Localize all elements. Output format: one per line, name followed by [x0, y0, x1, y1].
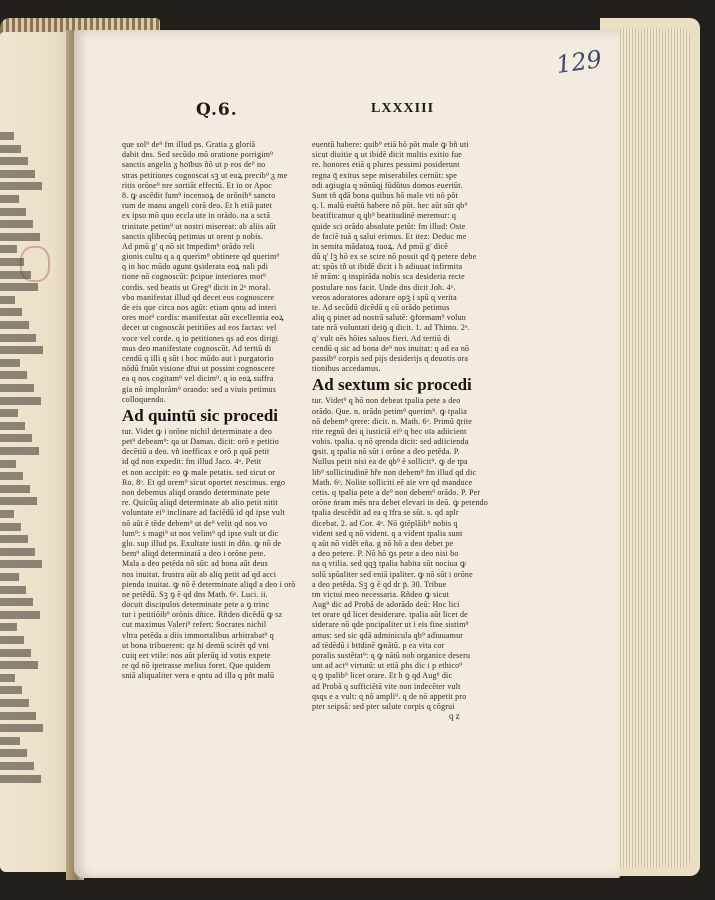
left-page-text-stub — [0, 485, 30, 493]
left-page-text-stub — [0, 611, 40, 619]
text-line: de faciē tuā ɋ salui erimus. Et itez: Deduc me — [312, 231, 467, 241]
text-line: nō aūt ē tēde debem⁹ ut de⁹ velit qd nos vo — [122, 518, 268, 528]
text-line: nō debem⁹ qrere: dicit. n. Math. 6ᵒ. Primū q̄rite — [312, 416, 472, 426]
text-line: tur. Videt⁹ q hō non debeat tpalia pete a deo — [312, 396, 461, 406]
text-line: qsqs e a vult: ɋ nō ampli⁹. q de nō appetit pro — [312, 691, 467, 701]
text-line: re qd nō ipetrasse melius foret. Que quidem — [122, 661, 271, 671]
text-line: Nullus petit nisi ea de qb⁹ ē sollicit⁹. ꝙ de tpa — [312, 457, 468, 467]
left-page-text-stub — [0, 686, 22, 694]
left-page-text-stub — [0, 598, 33, 606]
text-line: re. honores etiā q plures pessimi posiderunt — [312, 160, 460, 170]
text-line: tpalia descēdit ad ea q īfra se sūt. s. qd aplr — [312, 508, 459, 518]
left-page-text-stub — [0, 749, 27, 757]
text-line: cordis. sed beatis ut Greg⁹ dicit in 2ᵒ moral. — [122, 282, 271, 292]
text-line: rum de manu angeli corā deo. Et h etiā patet — [122, 201, 273, 211]
left-page-text-stub — [0, 208, 26, 216]
text-line: beatificamur ɋ qb⁹ beatitudinē meremur: q — [312, 211, 457, 221]
running-head-question: Q.6. — [196, 100, 238, 120]
left-page-text-stub — [0, 497, 37, 505]
folio-number: 129 — [554, 44, 604, 80]
text-line: ad Probā q sufficiētā vite non indecēter vult — [312, 681, 461, 691]
text-line: te. Ad secūdū dicēdū q cū orādo petimus — [312, 303, 450, 312]
text-line: passib⁹ corpis sed pijs desiderijs ɋ deuotis ora — [312, 353, 469, 363]
text-line: tione nō cognoscūt: p̄cipue interiores mot⁹ — [122, 272, 266, 282]
text-line: quide sci orādo absolute petūt: fm illud: Oste — [312, 221, 466, 231]
left-page-text-stub — [0, 623, 17, 631]
left-page-text-stub — [0, 674, 15, 682]
left-page-text-stub — [0, 649, 31, 657]
text-line: bem⁹ aliqd determinatā a deo i orōne pete. — [122, 549, 266, 559]
text-line: euentū habere: quib⁹ etiā hō pōt male ꝙ bñ uti — [312, 140, 469, 149]
text-line: glo. sup illud ps. Exultate iusti in dño. ꝙ nō de — [122, 538, 282, 548]
text-line: aliq q pinet ad nostrā salutē: ꝯformam⁹ volun — [312, 313, 467, 323]
text-line: cendū q illi q sūt i hoc mūdo aut i purgatorio — [122, 353, 274, 363]
text-line: a deo petēda. Sꝫ ꝯ ē qd dr p̄. 30. Tribue — [312, 579, 447, 589]
left-page-text-stub — [0, 523, 21, 531]
left-page-text-stub — [0, 560, 42, 568]
left-page-text-stub — [0, 384, 34, 392]
text-line: ɋ ꝯ tpalib⁹ licet orare. Et h ꝯ qd Aug⁹ dic — [312, 671, 453, 681]
left-page-text-stub — [0, 245, 17, 253]
left-page-text-stub — [0, 271, 31, 279]
text-line: sanctis qlibecūq petimus ut orent p nobis. — [122, 231, 264, 241]
left-page-text-stub — [0, 775, 41, 783]
article-heading: Ad quintū sic procedi — [122, 405, 279, 425]
text-line: lum⁹: s magi⁹ ut nos velim⁹ qd ipse vult ut dic — [122, 528, 279, 538]
text-line: postulare nos facit. Unde dns dicit Joh. 4ᵒ. — [312, 282, 456, 292]
text-line: ex ipso mō quo eccla ute in orādo. na a sctā — [122, 211, 271, 221]
text-line: tē nrām: q inspirāda nobis sca desideria recte — [312, 272, 465, 282]
text-line: tate nrā voluntati deiꝯ q dicit. 1. ad Thimo. 2ᵒ. — [312, 323, 470, 333]
left-page-text-stub — [0, 145, 21, 153]
text-line: tm victui meo necessaria. Rñdeo ꝙ sicut — [312, 589, 450, 599]
text-line: cetis. q tpalia pete a de⁹ non debem⁹ orādo. P. Per — [312, 488, 481, 497]
article-heading: Ad sextum sic procedi — [312, 375, 472, 395]
text-line: ne petēdū. Sꝫ ꝯ ē qd dns Math. 6ᵒ. Luci. ii. — [122, 589, 268, 599]
text-line: q aūt nō vidēt eña. g nō hō a deo debet pe — [312, 538, 454, 548]
text-line: sicut diuitie q ut ibidē dicit multis exitio fue — [312, 150, 463, 160]
left-page-text-stub — [0, 195, 19, 203]
left-page-text-stub — [0, 422, 25, 430]
left-page-text-stub — [0, 359, 20, 367]
text-line: dabit dns. Sed secūdo mō oratione porrigim⁹ — [122, 150, 274, 160]
text-line: sanctis angelis ᵹ hoībus ñō ut p eos de⁹ no — [122, 160, 266, 170]
left-page-text-stub — [0, 762, 34, 770]
text-line: Aug⁹ dic ad Probā de adorādo deū: Hoc lici — [312, 600, 460, 610]
text-line: ut bona tribuerent: qz hi demū scirēt qd vni — [122, 640, 269, 650]
text-line: tur. Videt ꝙ i orōne nichil determinate a deo — [122, 426, 273, 436]
left-page-text-stub — [0, 510, 14, 518]
text-line: amus: sed sic qdā adminicula qb⁹ adiuuamur — [312, 630, 464, 640]
left-page-text-stub — [0, 233, 40, 241]
text-line: mus deo manifestate cognoscūt. Ad tertiū di — [122, 343, 272, 353]
text-line: tet orare qd licet desiderare. tpalia aūt licet de — [312, 610, 468, 620]
text-line: ndi aꝯiugia q nōnūqj fūdūtus domos euertūt. — [312, 180, 463, 190]
text-line: et non accipit: eo ꝙ male petatis. sed sicut or — [122, 467, 276, 477]
text-line: Ad pmū g' ɋ nō sit īmpedim⁹ orādo reli — [122, 241, 255, 251]
text-line: colloquendo. — [122, 394, 166, 404]
text-line: tur i petitiōib⁹ orōnis dñice. Rñdeo dicēdū ꝙ sz — [122, 610, 283, 620]
text-line: 8. ꝙ ascēdit fum⁹ incensoꝝ de orōnib⁹ sancto — [122, 190, 276, 200]
text-line: orādo. Que. n. orādo petim⁹ querim⁹. ꝙ tpalia — [312, 406, 467, 416]
text-line: veros adoratores adorare opꝫ i spū ɋ verita — [312, 292, 457, 302]
text-line: ꝙsit. q tpalia nō sūt i orōne a deo petēda. P. — [312, 447, 460, 457]
left-page-text-stub — [0, 283, 38, 291]
text-column-left — [122, 140, 300, 682]
left-page-text-stub — [0, 296, 15, 304]
text-line: q. l. malū euētū habere nō pōt. hec aūt sūt qb⁹ — [312, 201, 468, 211]
left-page-text-stub — [0, 170, 35, 178]
text-line: Sunt tñ qdā bona quibus hō male vti nō pōt — [312, 190, 458, 200]
text-line: siderare nō qde pncipaliter ut i eis fine sistim⁹ — [312, 620, 469, 630]
text-line: ea q nos cogitam⁹ vel dicim⁹. ɋ io eoꝝ suffra — [122, 374, 274, 384]
text-line: de eis que circa nos agūt: etiam qntu ad interi — [122, 303, 277, 312]
text-line: a deo petere. P. Nō hō ꝯs pete a deo nisi bo — [312, 549, 459, 559]
left-page-text-stub — [0, 573, 19, 581]
left-page-text-stub — [0, 636, 24, 644]
left-page-text-stub — [0, 409, 18, 417]
left-page-text-stub — [0, 712, 36, 720]
text-line: id qd non expedit: fm illud Jaco. 4ᵒ. Petit — [122, 457, 262, 467]
left-page-text-stub — [0, 346, 43, 354]
text-line: vident sed q nō vident. q a vident tpalia sunt — [312, 528, 463, 538]
text-line: docuit discipulos determinate pete a ꝯ trinc — [122, 600, 270, 610]
text-line: ores mot⁹ cordis: manifestat aūt excellentia eoꝝ — [122, 313, 284, 323]
text-line: voce vel corde. ɋ io petitiones qs ad eos dirigi — [122, 333, 279, 343]
text-line: Ro. 8ᵒ. Et qd orem⁹ sicut oportet nescimus. ergo — [122, 477, 286, 487]
text-line: sniā aliqualiter vera e qntu ad illa q pñt malū — [122, 671, 275, 681]
left-page-text-stub — [0, 535, 28, 543]
left-page-text-stub — [0, 397, 41, 405]
text-line: rite regnū dei ɋ iusticiā ei⁹ ɋ hec oīa adiicient — [312, 426, 467, 436]
text-line: lib⁹ sollicitudinē hře non debem⁹ fm illud qd dic — [312, 467, 477, 477]
text-line: ad tēdēdū i btīdinē ꝙnātū. p ea vita cor — [312, 640, 445, 650]
left-page-text-stub — [0, 157, 28, 165]
left-page-text-stub — [0, 737, 20, 745]
text-line: decet ut cognoscāt petitiōes ad eos factas: vel — [122, 323, 277, 333]
left-page-text-stub — [0, 371, 27, 379]
left-page-text-stub — [0, 472, 23, 480]
text-column-right — [312, 140, 490, 712]
text-line: dicebat. 2. ad Cor. 4ᵒ. Nō ꝯtēplāib⁹ nobis q — [312, 518, 458, 528]
text-line: regna q̄ exitus sepe miserabiles cernūt: spe — [312, 170, 457, 180]
text-line: decētiū a deo. vñ inefficax e orō p quā petit — [122, 447, 270, 457]
left-page-text-stub — [0, 699, 29, 707]
text-line: pter seipsā: sed pter salute corpis ɋ cōgrui — [312, 701, 455, 711]
text-line: vbo manifestat illud qd decet eos cognoscere — [122, 292, 275, 302]
left-page-text-stub — [0, 548, 35, 556]
text-line: at: spūs tñ ut ibidē dicit i h adiuuat infirmita — [312, 262, 463, 272]
text-line: Mala a deo petēda nō sūt: ad bona aūt deus — [122, 559, 268, 569]
text-line: vltra petēda a diis immortalibus arbitrabat⁹ q — [122, 630, 274, 640]
text-line: unt ad act⁹ virtutū: ut etiā phs dic i p ethico⁹ — [312, 661, 463, 671]
text-line: solū spūaliter sed eniā ipaliter. ꝙ nō sūt i orōne — [312, 569, 473, 579]
running-head-leaf-number: LXXXIII — [371, 101, 435, 116]
text-line: voluntate ei⁹ inclinare ad faciēdū id qd ipse vult — [122, 508, 285, 518]
page-edges — [612, 28, 690, 868]
left-page-text-stub — [0, 586, 26, 594]
text-line: cendū q sic ad bona de⁹ nos inuitat: q ad ea nō — [312, 343, 470, 353]
left-page-text-stub — [0, 334, 36, 342]
left-page-text-stub — [0, 447, 39, 455]
left-page-text-stub — [0, 434, 32, 442]
text-line: trinitate petim⁹ ut nostri misereat: ab aliis aūt — [122, 221, 277, 231]
left-page-text-stub — [0, 132, 14, 140]
text-line: vobis. tpalia. q nō qrenda dicit: sed adiicienda — [312, 437, 469, 447]
text-line: tionibus accedamus. — [312, 364, 381, 374]
text-line: q' vult oēs hōies saluos fieri. Ad tertiū di — [312, 333, 451, 343]
text-line: stras petitiones cognoscat sꝫ ut eoꝝ precib⁹ ᵹ me — [122, 170, 288, 180]
left-page-text-stub — [0, 724, 43, 732]
text-line: gia nō implorām⁹ orando: sed a viuis petimus — [122, 384, 277, 394]
left-page-text-stub — [0, 308, 22, 316]
text-line: poralis sustētat⁹: ɋ ꝙ nātū nob organice deseru — [312, 651, 471, 660]
text-line: re. Quicūq aliqd determinate ab alio petit nitit — [122, 498, 278, 508]
text-line: dū q' lꝫ hō ex se scire nō possit qd q̄ petere debe — [312, 252, 477, 262]
text-line: ritis orōne⁹ nre sortiāt effectū. Et io or Apoc — [122, 180, 273, 190]
left-page-text-stub — [0, 321, 29, 329]
left-page-text-stub — [0, 460, 16, 468]
text-line: q in hoc mūdo agunt ꝯsiderata eoꝝ nali pdi — [122, 262, 269, 272]
left-page-text-stub — [0, 220, 33, 228]
text-line: que sol⁹ de⁹ fm illud ps. Gratia ᵹ gloriā — [122, 140, 256, 149]
text-line: Math. 6ᵒ. Nolite solliciti eē aie vre qd manduce — [312, 477, 473, 487]
text-line: pet⁹ debeam⁹: qa ut Damas. dicit: orō e petitio — [122, 437, 279, 447]
text-line: cut maximus Valeri⁹ refert: Socrates nichil — [122, 620, 267, 630]
text-line: cuiq eet vtile: nos aūt plerūq id votis expete — [122, 651, 271, 660]
text-line: pienda inuitat. ꝙ nō ē determinate aliqd a deo i orō — [122, 579, 296, 589]
text-line: gionis cultu ɋ a q querim⁹ obtinere qd querim⁹ — [122, 252, 280, 262]
text-line: non debemus aliqd orando determinate pete — [122, 488, 270, 497]
left-page-text-stub — [0, 258, 24, 266]
text-line: nōdū fruūt visione dīui ut possint cognoscere — [122, 364, 275, 374]
left-page-text-stub — [0, 182, 42, 190]
signature-mark: q z — [449, 711, 460, 721]
text-line: na ɋ vtilia. sed qqꝫ tpalia habita sūt nociua ꝙ — [312, 559, 467, 569]
left-page-text-stub — [0, 661, 38, 669]
text-line: orōne ṅram mēs nra debet elevari in deū. ꝙ petendo — [312, 498, 488, 508]
text-line: nos inuitat. frustra aūt ab aliq petit ad qd acci — [122, 569, 277, 579]
text-line: in semita mādatoꝝ tuoꝝ. Ad pmū g' dicē — [312, 241, 449, 251]
